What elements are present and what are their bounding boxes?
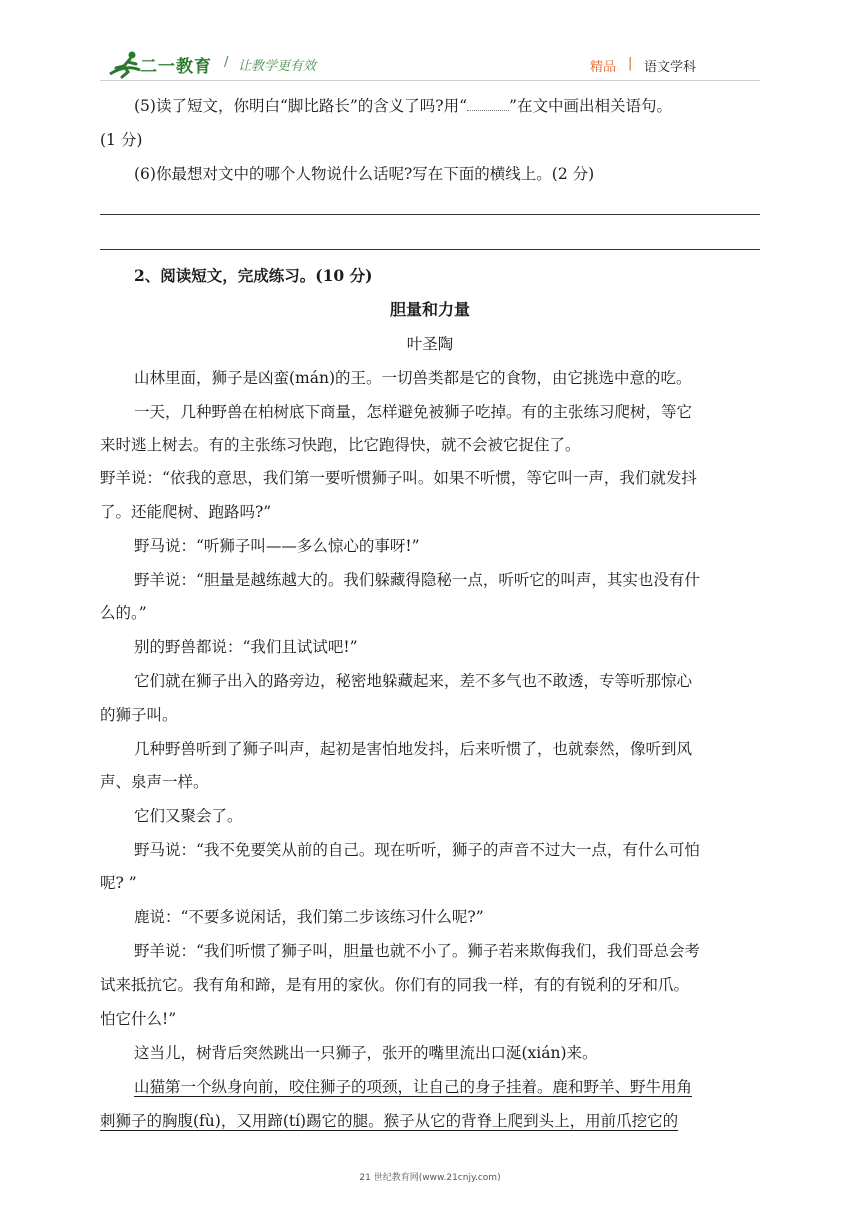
passage-line: 野羊说：“胆量是越练越大的。我们躲藏得隐秘一点，听听它的叫声，其实也没有什 [134, 571, 700, 589]
passage-line: 这当儿，树背后突然跳出一只狮子，张开的嘴里流出口涎(xián)来。 [134, 1044, 598, 1062]
answer-line-1[interactable] [100, 214, 760, 215]
badge-separator: | [628, 56, 633, 71]
question-6: (6)你最想对文中的哪个人物说什么话呢?写在下面的横线上。(2 分) [134, 165, 595, 183]
logo-text: 二一教育 [140, 57, 212, 77]
passage-line: 它们就在狮子出入的路旁边，秘密地躲藏起来，差不多气也不敢透，专等听那惊心 [134, 672, 693, 690]
passage-line: 野羊说：“依我的意思，我们第一要听惯狮子叫。如果不听惯，等它叫一声，我们就发抖 [100, 469, 697, 487]
passage-line: 它们又聚会了。 [134, 807, 243, 825]
passage-line: 试来抵抗它。我有角和蹄，是有用的家伙。你们有的同我一样，有的有锐利的牙和爪。 [100, 976, 690, 994]
passage-line: 一天，几种野兽在柏树底下商量，怎样避免被狮子吃掉。有的主张练习爬树，等它 [134, 403, 693, 421]
passage-author: 叶圣陶 [406, 335, 454, 353]
passage-line: 的狮子叫。 [100, 706, 178, 724]
slogan-separator: / [224, 55, 229, 70]
passage-line: 山林里面，狮子是凶蛮(mán)的王。一切兽类都是它的食物，由它挑选中意的吃。 [134, 369, 692, 387]
section-2-heading: 2、阅读短文，完成练习。(10 分) [134, 266, 373, 285]
question-5-score: (1 分) [100, 131, 143, 149]
passage-line: 鹿说：“不要多说闲话，我们第二步该练习什么呢?” [134, 908, 484, 926]
passage-line: 呢? ” [100, 874, 137, 892]
passage-line: 野马说：“听狮子叫——多么惊心的事呀!” [134, 537, 420, 555]
premium-badge: 精品 [590, 60, 617, 75]
slogan: 让教学更有效 [238, 59, 317, 74]
header-divider [100, 80, 760, 81]
underlined-passage-line: 山猫第一个纵身向前，咬住狮子的项颈，让自己的身子挂着。鹿和野羊、野牛用角 [134, 1078, 693, 1096]
passage-line: 怕它什么!” [100, 1010, 177, 1028]
subject-label: 语文学科 [644, 60, 697, 75]
underlined-passage-line: 刺狮子的胸腹(fù)，又用蹄(tí)踢它的腿。猴子从它的背脊上爬到头上，用前爪挖它的 [100, 1112, 679, 1130]
passage-line: 了。还能爬树、跑路吗?” [100, 503, 272, 521]
passage-title: 胆量和力量 [389, 300, 470, 319]
underline-mark-sample [467, 96, 509, 111]
page-footer: 21 世纪教育网(www.21cnjy.com) [359, 1173, 501, 1183]
passage-line: 么的。” [100, 604, 147, 622]
passage-line: 野羊说：“我们听惯了狮子叫，胆量也就不小了。狮子若来欺侮我们，我们哥总会考 [134, 942, 700, 960]
passage-line: 野马说：“我不免要笑从前的自己。现在听听，狮子的声音不过大一点，有什么可怕 [134, 841, 700, 859]
passage-line: 几种野兽听到了狮子叫声，起初是害怕地发抖，后来听惯了，也就泰然，像听到风 [134, 740, 693, 758]
page-header [0, 0, 860, 90]
passage-line: 来时逃上树去。有的主张练习快跑，比它跑得快，就不会被它捉住了。 [100, 436, 581, 454]
passage-line: 声、泉声一样。 [100, 773, 209, 791]
question-5: (5)读了短文，你明白“脚比路长”的含义了吗?用“ ”在文中画出相关语句。 [134, 97, 672, 115]
passage-line: 别的野兽都说：“我们且试试吧!” [134, 638, 358, 656]
answer-line-2[interactable] [100, 249, 760, 250]
